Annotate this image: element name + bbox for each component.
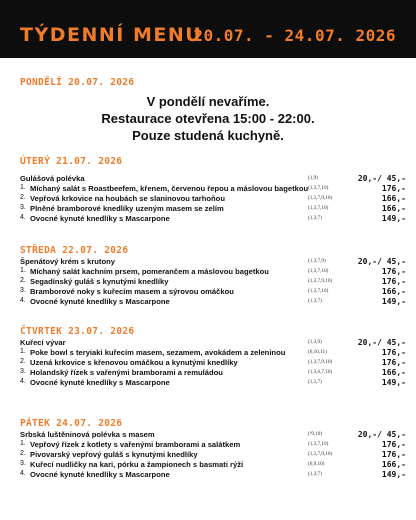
monday-notice-line-2: Restaurace otevřena 15:00 - 22:00. <box>101 111 315 126</box>
allergens: (1,3,9) <box>308 339 322 345</box>
item-price: 166,- <box>381 460 406 469</box>
wednesday-menu <box>20 257 406 307</box>
item-name: Míchaný salát s Roastbeefem, křenem, červenou řepou a máslovou bagetkou <box>30 184 309 193</box>
item-price: 149,- <box>381 214 406 223</box>
soup-row <box>20 430 406 440</box>
item-price: 176,- <box>381 358 406 367</box>
item-price: 176,- <box>381 184 406 193</box>
item-price: 149,- <box>381 378 406 387</box>
menu-item <box>20 378 406 388</box>
item-number: 4. <box>20 297 26 304</box>
item-price: 176,- <box>381 450 406 459</box>
menu-item <box>20 450 406 460</box>
item-number: 1. <box>20 348 26 355</box>
soup-name: Gulášová polévka <box>20 174 85 183</box>
menu-item <box>20 460 406 470</box>
item-number: 1. <box>20 267 26 274</box>
menu-item <box>20 204 406 214</box>
item-name: Vepřový řízek z kotlety s vařenými bramborami a salátkem <box>30 440 241 449</box>
soup-price: 20,-/ 45,- <box>357 174 406 183</box>
item-price: 149,- <box>381 297 406 306</box>
menu-item <box>20 194 406 204</box>
menu-item <box>20 277 406 287</box>
item-name: Míchaný salát kachním prsem, pomerančem a máslovou bagetkou <box>30 267 269 276</box>
item-price: 149,- <box>381 470 406 479</box>
item-number: 1. <box>20 440 26 447</box>
menu-item <box>20 440 406 450</box>
item-number: 4. <box>20 378 26 385</box>
item-price: 176,- <box>381 267 406 276</box>
allergens: (1,3,7) <box>308 298 322 304</box>
item-name: Vepřová krkovice na houbách se slaninovou tarhoňou <box>30 194 225 203</box>
allergens: (1,3,7,9,10) <box>308 359 333 365</box>
allergens: (1,3,7) <box>308 471 322 477</box>
menu-title: TÝDENNÍ MENU <box>20 24 203 46</box>
allergens: (1,3,7,10) <box>308 288 329 294</box>
item-number: 3. <box>20 368 26 375</box>
menu-item <box>20 358 406 368</box>
friday-label: PÁTEK 24.07. 2026 <box>20 418 123 429</box>
item-number: 2. <box>20 358 26 365</box>
soup-row <box>20 257 406 267</box>
item-name: Poke bowl s teryiaki kuřecím masem, sezamem, avokádem a zeleninou <box>30 348 286 357</box>
thursday-label: ČTVRTEK 23.07. 2026 <box>20 326 135 337</box>
allergens: (1,3,7,9,10) <box>308 451 333 457</box>
soup-name: Kuřecí vývar <box>20 338 66 347</box>
item-number: 2. <box>20 194 26 201</box>
item-name: Ovocné kynuté knedlíky s Mascarpone <box>30 214 170 223</box>
item-price: 176,- <box>381 277 406 286</box>
wednesday-label: STŘEDA 22.07. 2026 <box>20 245 129 256</box>
soup-row <box>20 338 406 348</box>
soup-price: 20,-/ 45,- <box>357 257 406 266</box>
item-name: Holandský řízek s vařenými bramborami a remuládou <box>30 368 223 377</box>
item-number: 3. <box>20 460 26 467</box>
allergens: (1,3,7,9,10) <box>308 195 333 201</box>
menu-item <box>20 214 406 224</box>
item-number: 2. <box>20 277 26 284</box>
allergens: (1,3,7,9,10) <box>308 278 333 284</box>
item-number: 3. <box>20 287 26 294</box>
soup-price: 20,-/ 45,- <box>357 338 406 347</box>
item-number: 2. <box>20 450 26 457</box>
monday-notice-line-3: Pouze studená kuchyně. <box>132 128 284 143</box>
tuesday-menu <box>20 174 406 224</box>
menu-item <box>20 297 406 307</box>
tuesday-label: ÚTERÝ 21.07. 2026 <box>20 156 123 167</box>
allergens: (1,3,7) <box>308 215 322 221</box>
allergens: (1,3,7,10) <box>308 441 329 447</box>
allergens: (6,10,11) <box>308 349 327 355</box>
monday-label: PONDĚLÍ 20.07. 2026 <box>20 77 135 88</box>
menu-item <box>20 184 406 194</box>
soup-row <box>20 174 406 184</box>
allergens: (¹9,10) <box>308 431 323 437</box>
allergens: (1,9) <box>308 175 318 181</box>
item-price: 166,- <box>381 194 406 203</box>
menu-item <box>20 287 406 297</box>
item-name: Uzená krkovice s křenovou omáčkou a kynutými knedlíky <box>30 358 238 367</box>
soup-price: 20,-/ 45,- <box>357 430 406 439</box>
item-name: Ovocné kynuté knedlíky s Mascarpone <box>30 297 170 306</box>
item-price: 166,- <box>381 204 406 213</box>
item-name: Plněné bramborové knedlíky uzeným masem se zelím <box>30 204 224 213</box>
soup-name: Srbská luštěninová polévka s masem <box>20 430 155 439</box>
friday-menu <box>20 430 406 480</box>
item-number: 1. <box>20 184 26 191</box>
allergens: (1,3,7,9) <box>308 258 326 264</box>
monday-notice-line-1: V pondělí nevaříme. <box>146 94 270 109</box>
allergens: (1,3,7) <box>308 379 322 385</box>
menu-item <box>20 368 406 378</box>
item-name: Kuřecí nudličky na kari, pórku a žampionech s basmati rýží <box>30 460 244 469</box>
item-number: 4. <box>20 470 26 477</box>
allergens: (6,9,10) <box>308 461 325 467</box>
item-name: Pivovarský vepřový guláš s kynutými knedlíky <box>30 450 198 459</box>
allergens: (1,3,6,7,10) <box>308 369 333 375</box>
item-number: 4. <box>20 214 26 221</box>
item-name: Segadínský guláš s kynutými knedlíky <box>30 277 169 286</box>
thursday-menu <box>20 338 406 388</box>
menu-item <box>20 348 406 358</box>
item-price: 166,- <box>381 368 406 377</box>
item-price: 176,- <box>381 440 406 449</box>
item-name: Ovocné kynuté knedlíky s Mascarpone <box>30 378 170 387</box>
item-name: Bramborové noky s kuřecím masem a sýrovou omáčkou <box>30 287 234 296</box>
menu-header <box>0 0 416 58</box>
item-price: 166,- <box>381 287 406 296</box>
date-range: 20.07. - 24.07. 2026 <box>193 26 396 45</box>
item-number: 3. <box>20 204 26 211</box>
item-price: 176,- <box>381 348 406 357</box>
menu-item <box>20 267 406 277</box>
menu-item <box>20 470 406 480</box>
item-name: Ovocné kynuté knedlíky s Mascarpone <box>30 470 170 479</box>
allergens: (1,3,7,10) <box>308 268 329 274</box>
soup-name: Špenátový krém s krutony <box>20 257 115 266</box>
allergens: (1,3,7,10) <box>308 185 329 191</box>
allergens: (1,3,7,10) <box>308 205 329 211</box>
